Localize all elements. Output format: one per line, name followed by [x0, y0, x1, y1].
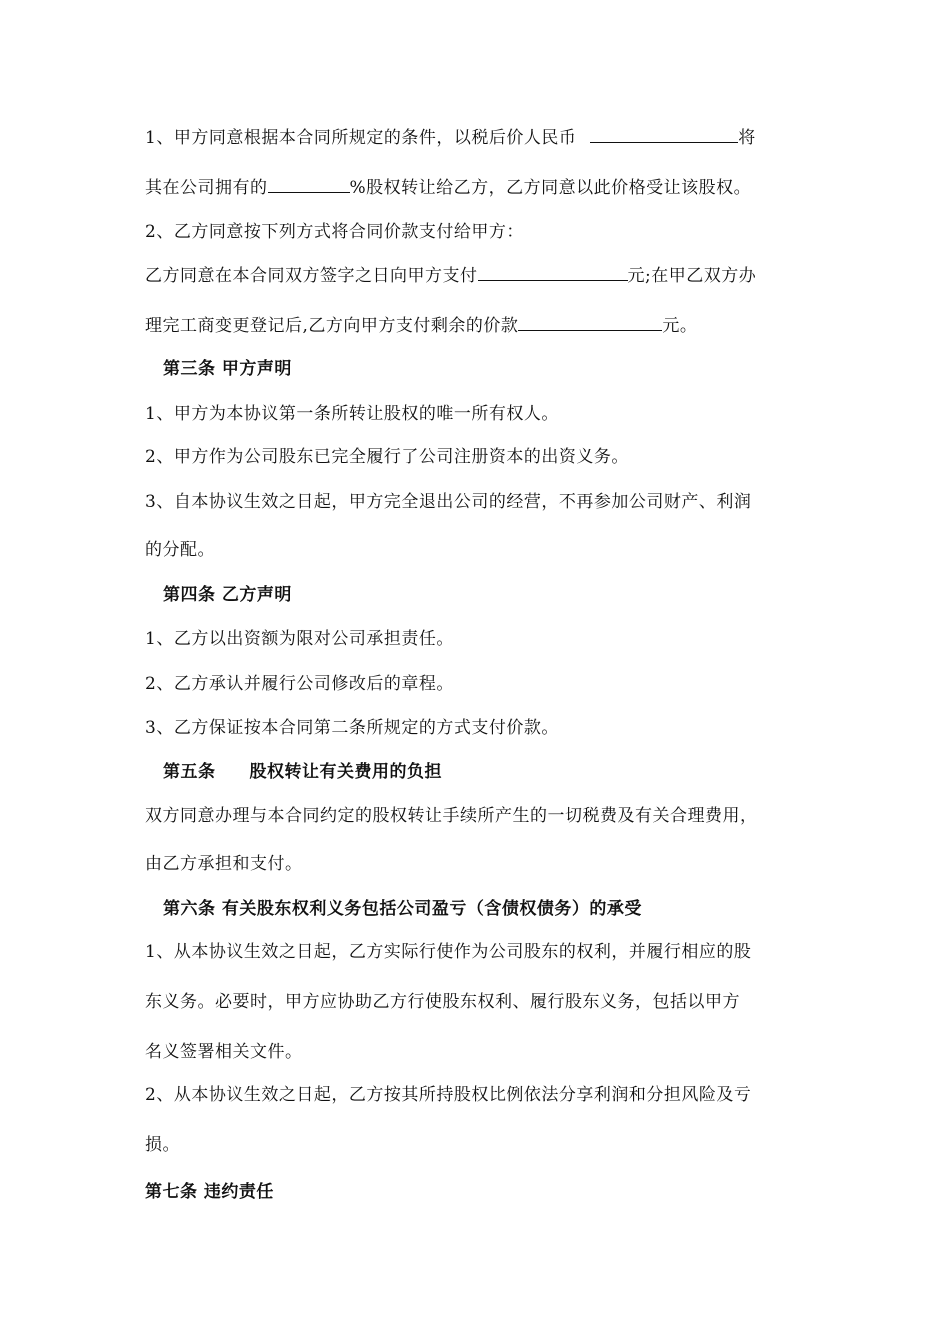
- percentage-blank: [268, 176, 350, 193]
- heading-article-3: 第三条 甲方声明: [163, 359, 292, 379]
- text-segment: 元;在甲乙双方办: [627, 266, 757, 286]
- text-segment: 元。: [662, 316, 698, 336]
- article-4-item-1: 1、乙方以出资额为限对公司承担责任。: [145, 629, 454, 649]
- first-payment-blank: [478, 264, 628, 281]
- heading-article-4: 第四条 乙方声明: [163, 585, 292, 605]
- article-5-body-line-2: 由乙方承担和支付。: [145, 854, 303, 874]
- clause-2-item-2: 2、乙方同意按下列方式将合同价款支付给甲方：: [145, 222, 524, 242]
- clause-2-item-1-line-2: [145, 176, 751, 200]
- text-segment: 理完工商变更登记后,乙方向甲方支付剩余的价款: [145, 316, 519, 336]
- text-segment: %股权转让给乙方，乙方同意以此价格受让该股权。: [349, 178, 752, 198]
- heading-article-6: 第六条 有关股东权利义务包括公司盈亏（含债权债务）的承受: [163, 899, 642, 919]
- article-4-item-2: 2、乙方承认并履行公司修改后的章程。: [145, 674, 454, 694]
- article-6-item-1-line-2: 东义务。必要时，甲方应协助乙方行使股东权利、履行股东义务，包括以甲方: [145, 992, 740, 1012]
- payment-line-2: [145, 314, 697, 338]
- article-3-item-3-line-2: 的分配。: [145, 540, 215, 560]
- article-3-item-3-line-1: 3、自本协议生效之日起，甲方完全退出公司的经营，不再参加公司财产、利润: [145, 492, 752, 512]
- article-6-item-2-line-1: 2、从本协议生效之日起，乙方按其所持股权比例依法分享利润和分担风险及亏: [145, 1085, 752, 1105]
- heading-article-5: [163, 760, 442, 784]
- price-blank: [590, 126, 738, 143]
- payment-line-1: [145, 264, 756, 288]
- text-segment: 其在公司拥有的: [145, 178, 268, 198]
- article-3-item-2: 2、甲方作为公司股东已完全履行了公司注册资本的出资义务。: [145, 447, 629, 467]
- text-segment: 1、甲方同意根据本合同所规定的条件，以税后价人民币: [145, 128, 583, 148]
- article-4-item-3: 3、乙方保证按本合同第二条所规定的方式支付价款。: [145, 718, 559, 738]
- heading-article-7: 第七条 违约责任: [145, 1182, 274, 1202]
- article-3-item-1: 1、甲方为本协议第一条所转让股权的唯一所有权人。: [145, 404, 559, 424]
- text-segment: 乙方同意在本合同双方签字之日向甲方支付: [145, 266, 478, 286]
- article-6-item-1-line-1: 1、从本协议生效之日起，乙方实际行使作为公司股东的权利，并履行相应的股: [145, 942, 752, 962]
- article-number: 第五条: [163, 762, 216, 782]
- article-title: 股权转让有关费用的负担: [249, 762, 442, 782]
- clause-2-item-1-line-1: [145, 126, 756, 150]
- remaining-payment-blank: [518, 314, 662, 331]
- article-6-item-2-line-2: 损。: [145, 1135, 180, 1155]
- article-5-body-line-1: 双方同意办理与本合同约定的股权转让手续所产生的一切税费及有关合理费用，: [145, 806, 758, 826]
- text-segment: 将: [738, 128, 756, 148]
- article-6-item-1-line-3: 名义签署相关文件。: [145, 1042, 303, 1062]
